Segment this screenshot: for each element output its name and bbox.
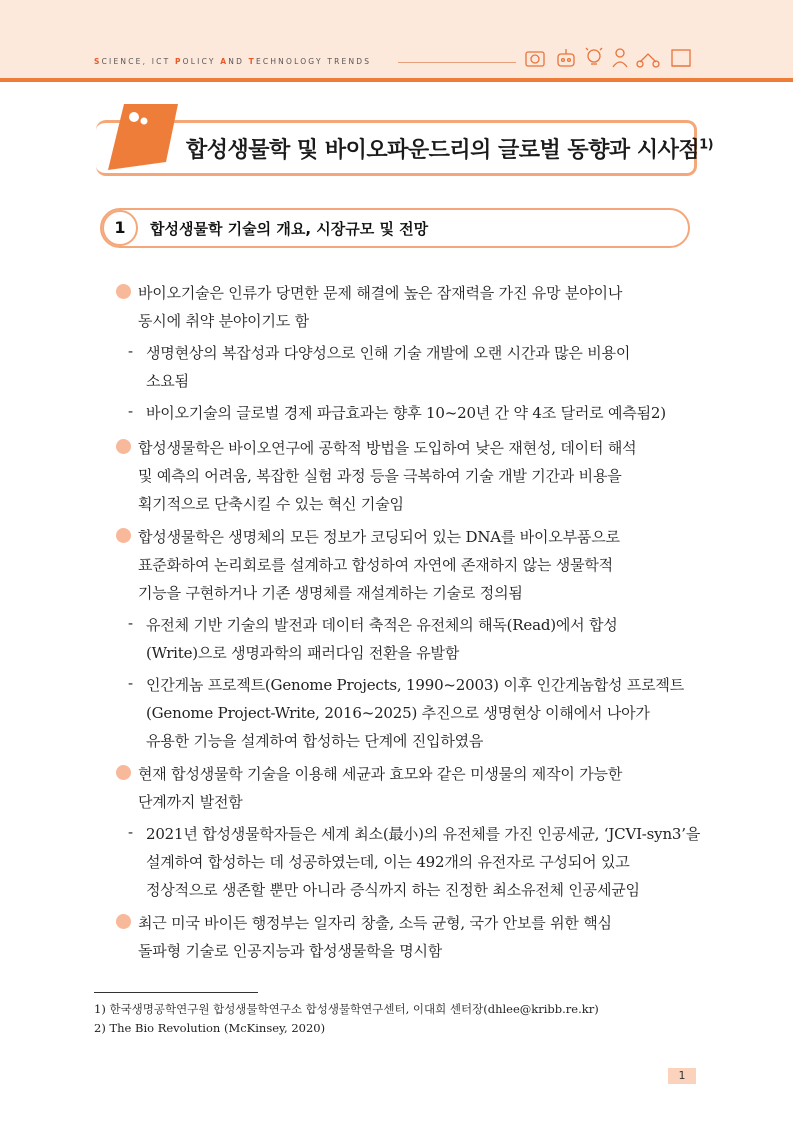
dash-marker: -: [128, 823, 134, 841]
footnote-rule: [94, 992, 258, 993]
continuation-text: 정상적으로 생존할 뿐만 아니라 증식까지 하는 진정한 최소유전체 인공세균임: [146, 881, 640, 899]
header-text-part: OLICY: [182, 57, 221, 66]
bullet-text: 합성생물학은 바이오연구에 공학적 방법을 도입하여 낮은 재현성, 데이터 해석: [138, 439, 637, 457]
continuation-text: (Write)으로 생명과학의 패러다임 전환을 유발함: [146, 644, 460, 662]
header-divider: [398, 62, 516, 63]
dash-marker: -: [128, 674, 134, 692]
header-orange-rule: [0, 78, 793, 82]
sub-bullet-text: 생명현상의 복잡성과 다양성으로 인해 기술 개발에 오랜 시간과 많은 비용이: [146, 344, 631, 362]
bullet-text: 최근 미국 바이든 행정부는 일자리 창출, 소득 균형, 국가 안보를 위한 핵심: [138, 914, 612, 932]
running-header: [94, 57, 371, 66]
sub-bullet-text: 바이오기술의 글로벌 경제 파급효과는 향후 10~20년 간 약 4조 달러로 예측됨2): [146, 404, 666, 422]
dash-marker: -: [128, 342, 134, 360]
continuation-text: 동시에 취약 분야이기도 함: [138, 312, 309, 330]
header-text-part: S: [94, 57, 102, 66]
continuation-text: 소요됨: [146, 372, 189, 390]
footnote-1: 1) 한국생명공학연구원 합성생물학연구소 합성생물학연구센터, 이대희 센터장(dhlee@kribb.re.kr): [94, 1002, 599, 1016]
dash-marker: -: [128, 402, 134, 420]
continuation-text: 표준화하여 논리회로를 설계하고 합성하여 자연에 존재하지 않는 생물학적: [138, 556, 613, 574]
continuation-text: 유용한 기능을 설계하여 합성하는 단계에 진입하였음: [146, 732, 484, 750]
continuation-text: (Genome Project-Write, 2016~2025) 추진으로 생명현상 이해에서 나아가: [146, 704, 650, 722]
continuation-text: 설계하여 합성하는 데 성공하였는데, 이는 492개의 유전자로 구성되어 있고: [146, 853, 630, 871]
section-number: 1: [102, 210, 138, 246]
continuation-text: 단계까지 발전함: [138, 793, 243, 811]
sub-bullet-text: 2021년 합성생물학자들은 세계 최소(最小)의 유전체를 가진 인공세균, ‘JCVI-syn3’을: [146, 825, 701, 843]
header-icon-strip: [522, 42, 698, 70]
continuation-text: 기능을 구현하거나 기존 생명체를 재설계하는 기술로 정의됨: [138, 584, 523, 602]
bullet-text: 바이오기술은 인류가 당면한 문제 해결에 높은 잠재력을 가진 유망 분야이나: [138, 284, 623, 302]
bullet-dot: [116, 528, 131, 543]
title-footnote-mark: 1): [699, 137, 714, 153]
bullet-text: 합성생물학은 생명체의 모든 정보가 코딩되어 있는 DNA를 바이오부품으로: [138, 528, 620, 546]
sub-bullet-text: 인간게놈 프로젝트(Genome Projects, 1990~2003) 이후 인간게놈합성 프로젝트: [146, 676, 684, 694]
continuation-text: 및 예측의 어려움, 복잡한 실험 과정 등을 극복하여 기술 개발 기간과 비용을: [138, 467, 622, 485]
sub-bullet-text: 유전체 기반 기술의 발전과 데이터 축적은 유전체의 해독(Read)에서 합성: [146, 616, 618, 634]
header-text-part: ND: [228, 57, 249, 66]
lightbulb-icon: [586, 48, 602, 64]
title-gear-badge: [108, 104, 178, 170]
lab-icon: [672, 50, 690, 66]
footnote-2: 2) The Bio Revolution (McKinsey, 2020): [94, 1021, 326, 1035]
section-title: 합성생물학 기술의 개요, 시장규모 및 전망: [150, 220, 429, 238]
bullet-dot: [116, 439, 131, 454]
person-icon: [613, 49, 627, 67]
camera-icon: [526, 52, 544, 66]
dash-marker: -: [128, 614, 134, 632]
header-text-part: T: [248, 57, 256, 66]
robot-icon: [558, 49, 574, 66]
header-text-part: P: [174, 57, 183, 66]
bullet-dot: [116, 765, 131, 780]
header-text-part: CIENCE, ICT: [101, 57, 175, 66]
page-number: 1: [668, 1068, 696, 1084]
continuation-text: 돌파형 기술로 인공지능과 합성생물학을 명시함: [138, 942, 443, 960]
bullet-dot: [116, 914, 131, 929]
document-title: 합성생물학 및 바이오파운드리의 글로벌 동향과 시사점$^{1)}$: [186, 137, 714, 163]
bullet-dot: [116, 284, 131, 299]
header-text-part: ECHNOLOGY TRENDS: [255, 57, 372, 66]
header-text-part: A: [220, 57, 229, 66]
continuation-text: 획기적으로 단축시킬 수 있는 혁신 기술임: [138, 495, 404, 513]
drone-icon: [637, 54, 659, 67]
bullet-text: 현재 합성생물학 기술을 이용해 세균과 효모와 같은 미생물의 제작이 가능한: [138, 765, 623, 783]
